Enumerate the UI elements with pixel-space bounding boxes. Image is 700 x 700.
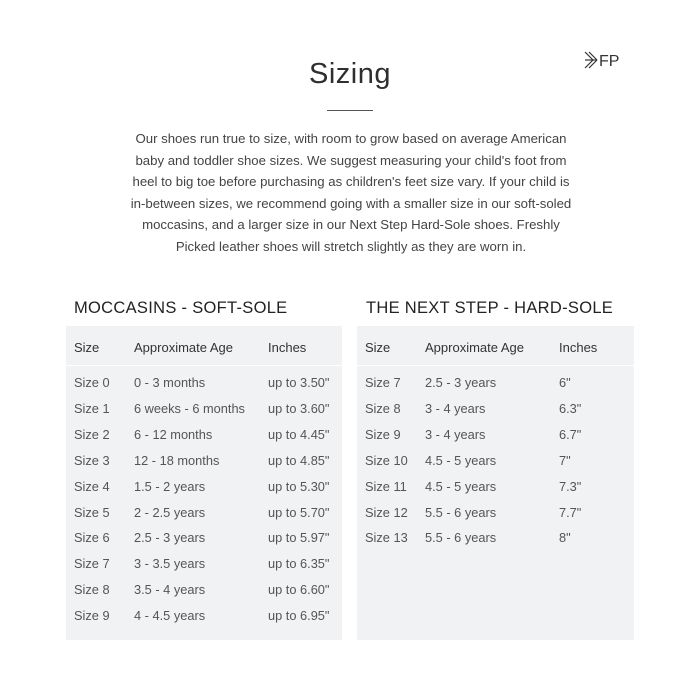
- table-row: [357, 396, 634, 422]
- table-row: [357, 370, 634, 396]
- table-cell: 3 - 4 years: [425, 400, 486, 416]
- table-row: [66, 551, 342, 577]
- table-row: [357, 525, 634, 551]
- header-divider: [66, 365, 342, 366]
- table-cell: up to 4.45": [268, 426, 330, 442]
- moccasins-table-title: MOCCASINS - SOFT-SOLE: [74, 299, 288, 317]
- table-cell: 2.5 - 3 years: [425, 375, 497, 390]
- table-row: [66, 474, 342, 500]
- next-step-table-title: THE NEXT STEP - HARD-SOLE: [366, 299, 614, 317]
- page-title: Sizing: [309, 58, 391, 90]
- table-row: [66, 500, 342, 526]
- table-cell: 6": [559, 375, 571, 390]
- column-header: Size: [74, 340, 100, 355]
- table-row: [66, 448, 342, 474]
- table-cell: up to 6.60": [268, 582, 330, 598]
- next-step-size-table: [357, 326, 634, 640]
- table-header-row: [66, 335, 342, 361]
- table-cell: 0 - 3 months: [134, 375, 206, 390]
- table-row: [66, 370, 342, 396]
- table-cell: Size 3: [74, 452, 110, 468]
- table-cell: 4 - 4.5 years: [134, 608, 206, 624]
- column-header: Approximate Age: [134, 340, 234, 355]
- table-cell: Size 8: [365, 400, 401, 416]
- column-header: Approximate Age: [425, 340, 525, 355]
- table-cell: 2.5 - 3 years: [134, 530, 206, 546]
- table-cell: 8": [559, 530, 571, 546]
- table-cell: Size 1: [74, 400, 110, 416]
- table-cell: Size 8: [74, 582, 110, 598]
- table-row: [357, 422, 634, 448]
- table-cell: 12 - 18 months: [134, 452, 220, 468]
- table-cell: up to 6.35": [268, 556, 330, 572]
- logo-text: FP: [599, 53, 620, 70]
- table-header-row: [357, 335, 634, 361]
- table-row: [357, 474, 634, 500]
- table-cell: up to 4.85": [268, 452, 330, 468]
- column-header: Inches: [268, 340, 307, 355]
- table-cell: 5.5 - 6 years: [425, 504, 497, 520]
- table-cell: 1.5 - 2 years: [134, 478, 206, 494]
- table-row: [357, 500, 634, 526]
- table-cell: 3 - 3.5 years: [134, 556, 206, 572]
- table-cell: up to 5.97": [268, 530, 330, 546]
- table-cell: Size 4: [74, 478, 110, 494]
- table-row: [357, 448, 634, 474]
- table-cell: Size 7: [365, 375, 401, 390]
- header-divider: [357, 365, 634, 366]
- table-cell: Size 13: [365, 530, 408, 546]
- table-row: [66, 396, 342, 422]
- table-cell: up to 5.30": [268, 478, 330, 494]
- table-cell: 4.5 - 5 years: [425, 452, 497, 468]
- table-cell: 6 weeks - 6 months: [134, 400, 245, 416]
- column-header: Size: [365, 340, 391, 355]
- table-cell: Size 2: [74, 426, 110, 442]
- table-cell: Size 11: [365, 478, 407, 494]
- table-cell: Size 9: [365, 426, 401, 442]
- table-cell: up to 3.60": [268, 400, 330, 416]
- table-cell: up to 5.70": [268, 504, 330, 520]
- table-cell: 6.3": [559, 400, 582, 416]
- table-cell: 6 - 12 months: [134, 426, 213, 442]
- column-header: Inches: [559, 340, 598, 355]
- intro-paragraph: Our shoes run true to size, with room to grow based on average American baby and toddler shoe sizes. We suggest measuring your child's foot from heel to big toe before purchasing as children's feet size vary. If your child is in-between sizes, we recommend going with a smaller size in our soft-soled moccasins, and a larger size in our Next Step Hard-Sole shoes. Freshly Picked leather shoes will stretch slightly as they are worn in.: [130, 131, 572, 254]
- table-cell: 5.5 - 6 years: [425, 530, 497, 546]
- table-cell: up to 3.50": [268, 375, 330, 390]
- table-cell: 4.5 - 5 years: [425, 478, 497, 494]
- table-cell: 7.7": [559, 504, 582, 520]
- moccasins-size-table: [66, 326, 342, 640]
- title-divider: [327, 110, 373, 111]
- table-cell: 6.7": [559, 426, 582, 442]
- table-cell: 7": [559, 452, 571, 468]
- table-cell: Size 6: [74, 530, 110, 546]
- table-cell: 7.3": [559, 478, 582, 494]
- table-cell: Size 12: [365, 504, 408, 520]
- table-row: [66, 422, 342, 448]
- table-cell: Size 0: [74, 375, 110, 390]
- table-row: [66, 603, 342, 629]
- table-cell: Size 9: [74, 608, 110, 624]
- table-cell: 2 - 2.5 years: [134, 504, 206, 520]
- table-cell: Size 7: [74, 556, 110, 572]
- table-row: [66, 577, 342, 603]
- table-cell: up to 6.95": [268, 608, 330, 624]
- table-cell: 3.5 - 4 years: [134, 582, 206, 598]
- table-cell: 3 - 4 years: [425, 426, 486, 442]
- table-row: [66, 525, 342, 551]
- table-cell: Size 10: [365, 452, 408, 468]
- table-cell: Size 5: [74, 504, 110, 520]
